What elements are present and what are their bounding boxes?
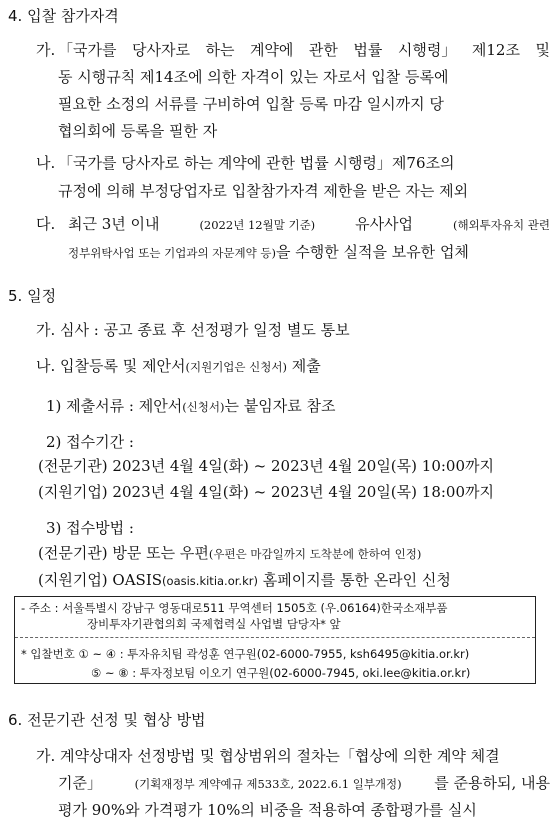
method-company (38, 570, 451, 591)
period-expert: (전문기관) 2023년 4월 4일(화) ~ 2023년 4월 20일(목) 10:00까지 (38, 457, 494, 475)
s5-item-na (36, 356, 321, 377)
method-company-text: (지원기업) OASIS (38, 571, 163, 589)
method-expert-note: (우편은 마감일까지 도착분에 한하여 인정) (208, 547, 422, 561)
method-expert (38, 543, 421, 564)
item-na-line1: 「국가를 당사자로 하는 계약에 관한 법률 시행령」제76조의 (58, 154, 455, 172)
s5-item-ga: 가. 심사 : 공고 종료 후 선정평가 일정 별도 통보 (36, 321, 350, 339)
s6-line2 (58, 773, 550, 794)
item-ga-line3: 필요한 소정의 서류를 구비하여 입찰 등록 마감 일시까지 당 (58, 95, 444, 113)
address-line1: - 주소 : 서울특별시 강남구 영동대로511 무역센터 1505호 (우.06164)한국소재부품 (21, 601, 448, 615)
s5-sub-3: 3) 접수방법 : (46, 519, 134, 537)
section-5-heading: 5. 일정 (8, 287, 57, 305)
section-6-heading: 6. 전문기관 선정 및 협상 방법 (8, 711, 206, 729)
s5-sub1-text: 1) 제출서류 : 제안서 (46, 397, 183, 415)
s5-na-note: (지원기업은 신청서) (185, 360, 287, 374)
period-company: (지원기업) 2023년 4월 4일(화) ~ 2023년 4월 20일(목) 18:00까지 (38, 483, 494, 501)
s5-sub-2: 2) 접수기간 : (46, 433, 134, 451)
contact-line1: * 입찰번호 ① ~ ④ : 투자유치팀 곽성훈 연구원(02-6000-7955, ksh6495@kitia.or.kr) (21, 647, 470, 661)
oasis-url: (oasis.kitia.or.kr) (162, 574, 258, 588)
address-line2: 장비투자기관협의회 국제협력실 사업별 담당자* 앞 (87, 617, 341, 631)
item-ga-line1: 「국가를 당사자로 하는 계약에 관한 법률 시행령」 제12조 및 (58, 41, 550, 59)
item-na-marker: 나. (36, 154, 56, 172)
s5-na-text: 나. 입찰등록 및 제안서 (36, 357, 186, 375)
item-ga-marker: 가. (36, 41, 56, 59)
da-text-b: (2022년 12월말 기준) (199, 218, 316, 232)
item-da-marker: 다. (36, 215, 56, 233)
s5-sub1-suffix: 는 붙임자료 참조 (224, 397, 336, 415)
da-text-d: (해외투자유치 관련 (452, 218, 550, 232)
da-text-e: 정부위탁사업 또는 기업과의 자문계약 등) (68, 246, 276, 260)
item-da-line1 (68, 214, 550, 235)
address-box (14, 596, 536, 684)
item-da-line2 (68, 242, 469, 263)
da-text-a: 최근 3년 이내 (68, 215, 160, 233)
s5-sub1-note: (신청서) (182, 400, 225, 414)
item-na-line2: 규정에 의해 부정당업자로 입찰참가자격 제한을 받은 자는 제외 (58, 182, 469, 200)
method-expert-text: (전문기관) 방문 또는 우편 (38, 544, 209, 562)
section-4-heading: 4. 입찰 참가자격 (8, 7, 119, 25)
s6-line1: 가. 계약상대자 선정방법 및 협상범위의 절차는「협상에 의한 계약 체결 (36, 747, 500, 765)
box-divider (15, 637, 535, 638)
s6-line2-a: 기준」 (58, 774, 102, 792)
method-company-suffix: 홈페이지를 통한 온라인 신청 (257, 571, 451, 589)
item-ga-line4: 협의회에 등록을 필한 자 (58, 122, 218, 140)
s6-line3: 평가 90%와 가격평가 10%의 비중을 적용하여 종합평가를 실시 (58, 801, 477, 819)
da-text-c: 유사사업 (355, 215, 414, 233)
contact-line2: ⑤ ~ ⑧ : 투자정보팀 이오기 연구원(02-6000-7945, oki.lee@kitia.or.kr) (91, 666, 471, 680)
s5-sub-1 (46, 396, 335, 417)
item-ga-line2: 동 시행규칙 제14조에 의한 자격이 있는 자로서 입찰 등록에 (58, 68, 449, 86)
s5-na-suffix: 제출 (286, 357, 321, 375)
s6-line2-c: 를 준용하되, 내용 (434, 774, 550, 792)
da-text-f: 을 수행한 실적을 보유한 업체 (275, 243, 469, 261)
s6-line2-note: (기획재정부 계약예규 제533호, 2022.6.1 일부개정) (134, 777, 402, 791)
